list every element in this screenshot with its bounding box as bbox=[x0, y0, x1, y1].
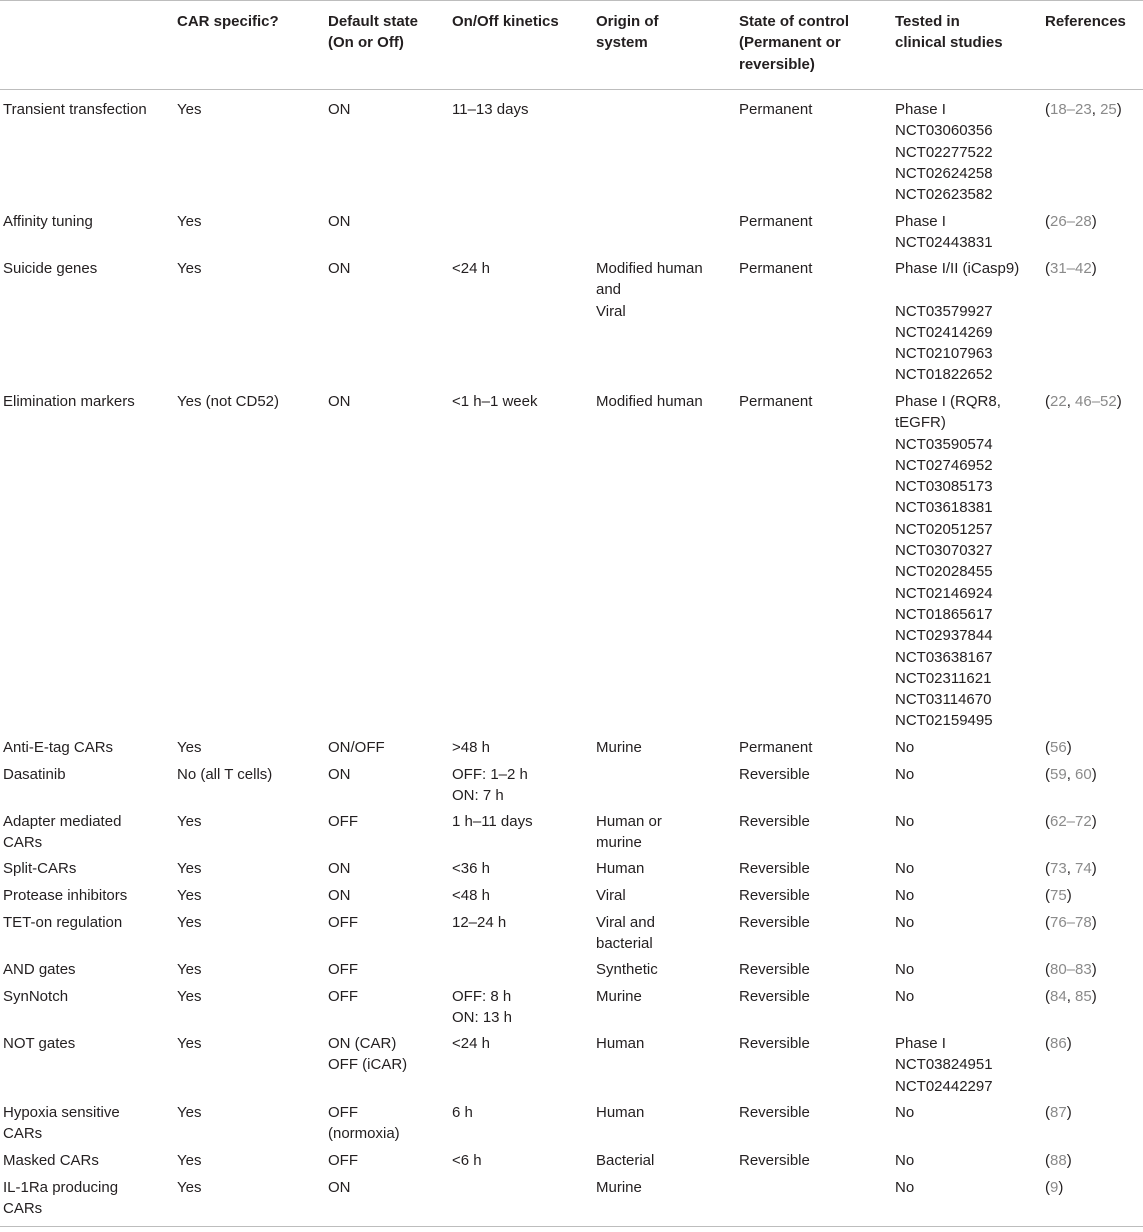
cell-control: Reversible bbox=[739, 860, 810, 877]
reference-punctuation: ) bbox=[1091, 213, 1097, 230]
cell-kinetics: 12–24 h bbox=[452, 914, 507, 931]
cell-default-state: OFF bbox=[328, 988, 358, 1005]
cell-car-specific: Yes bbox=[177, 1104, 202, 1121]
cell-control: Permanent bbox=[739, 101, 813, 118]
reference-link[interactable]: 74 bbox=[1075, 860, 1092, 877]
cell-kinetics: <1 h–1 week bbox=[452, 393, 538, 410]
cell-clinical: No bbox=[895, 914, 915, 931]
cell-default-state: OFF bbox=[328, 914, 358, 931]
cell-strategy: Dasatinib bbox=[3, 766, 66, 783]
cell-strategy: Masked CARs bbox=[3, 1152, 99, 1169]
cell-car-specific: Yes bbox=[177, 1035, 202, 1052]
cell-strategy: Split-CARs bbox=[3, 860, 77, 877]
reference-link[interactable]: 18–23 bbox=[1050, 101, 1092, 118]
cell-strategy: Hypoxia sensitive CARs bbox=[3, 1104, 120, 1143]
cell-kinetics: <48 h bbox=[452, 887, 490, 904]
reference-link[interactable]: 31–42 bbox=[1050, 260, 1092, 277]
cell-car-specific: Yes bbox=[177, 739, 202, 756]
reference-punctuation: ( bbox=[1045, 1152, 1050, 1169]
reference-punctuation: , bbox=[1066, 393, 1076, 410]
cell-clinical: No bbox=[895, 1179, 915, 1196]
reference-punctuation: ( bbox=[1045, 914, 1050, 931]
cell-clinical: No bbox=[895, 1152, 915, 1169]
reference-link[interactable]: 25 bbox=[1100, 101, 1117, 118]
reference-punctuation: ( bbox=[1045, 961, 1050, 978]
cell-clinical: No bbox=[895, 739, 915, 756]
cell-strategy: NOT gates bbox=[3, 1035, 76, 1052]
cell-references bbox=[1045, 1102, 1072, 1123]
reference-punctuation: ( bbox=[1045, 887, 1050, 904]
cell-origin: Human bbox=[596, 1035, 645, 1052]
cell-origin: Modified human and Viral bbox=[596, 260, 703, 320]
cell-origin: Murine bbox=[596, 988, 642, 1005]
cell-references bbox=[1045, 986, 1097, 1007]
reference-punctuation: , bbox=[1091, 101, 1101, 118]
reference-punctuation: ) bbox=[1091, 988, 1097, 1005]
cell-origin: Human bbox=[596, 860, 645, 877]
cell-origin: Synthetic bbox=[596, 961, 658, 978]
cell-strategy: Protease inhibitors bbox=[3, 887, 128, 904]
cell-car-specific: Yes bbox=[177, 1152, 202, 1169]
reference-link[interactable]: 59 bbox=[1050, 766, 1067, 783]
reference-link[interactable]: 9 bbox=[1050, 1179, 1059, 1196]
table-top-rule bbox=[0, 0, 1143, 1]
cell-kinetics: <24 h bbox=[452, 1035, 490, 1052]
cell-car-specific: Yes bbox=[177, 213, 202, 230]
cell-references bbox=[1045, 99, 1122, 120]
reference-punctuation: ( bbox=[1045, 860, 1050, 877]
table-bottom-rule bbox=[0, 1226, 1143, 1227]
header-control: State of control (Permanent or reversible) bbox=[739, 13, 850, 73]
reference-punctuation: ) bbox=[1116, 393, 1122, 410]
cell-car-specific: Yes bbox=[177, 260, 202, 277]
cell-origin: Viral and bacterial bbox=[596, 914, 655, 953]
reference-punctuation: ( bbox=[1045, 260, 1050, 277]
cell-kinetics: 11–13 days bbox=[452, 101, 529, 118]
cell-car-specific: Yes (not CD52) bbox=[177, 393, 279, 410]
reference-punctuation: ) bbox=[1066, 1035, 1072, 1052]
cell-control: Permanent bbox=[739, 739, 813, 756]
cell-car-specific: Yes bbox=[177, 914, 202, 931]
cell-control: Reversible bbox=[739, 988, 810, 1005]
cell-default-state: ON bbox=[328, 887, 351, 904]
reference-punctuation: ( bbox=[1045, 766, 1050, 783]
cell-car-specific: Yes bbox=[177, 101, 202, 118]
cell-references bbox=[1045, 211, 1097, 232]
cell-control: Reversible bbox=[739, 1035, 810, 1052]
reference-punctuation: ) bbox=[1066, 1152, 1072, 1169]
cell-clinical: No bbox=[895, 860, 915, 877]
cell-control: Reversible bbox=[739, 961, 810, 978]
reference-punctuation: ( bbox=[1045, 101, 1050, 118]
cell-clinical: No bbox=[895, 988, 915, 1005]
cell-references bbox=[1045, 258, 1097, 279]
cell-references bbox=[1045, 959, 1097, 980]
cell-clinical: Phase I NCT03060356 NCT02277522 NCT02624258 NCT02623582 bbox=[895, 101, 993, 204]
cell-car-specific: Yes bbox=[177, 887, 202, 904]
cell-references bbox=[1045, 885, 1072, 906]
cell-clinical: No bbox=[895, 766, 915, 783]
cell-references bbox=[1045, 764, 1097, 785]
reference-punctuation: ) bbox=[1091, 961, 1097, 978]
cell-strategy: TET-on regulation bbox=[3, 914, 123, 931]
reference-punctuation: ) bbox=[1058, 1179, 1064, 1196]
cell-strategy: Suicide genes bbox=[3, 260, 98, 277]
cell-control: Permanent bbox=[739, 393, 813, 410]
cell-strategy: AND gates bbox=[3, 961, 76, 978]
reference-link[interactable]: 62–72 bbox=[1050, 813, 1092, 830]
cell-control: Reversible bbox=[739, 887, 810, 904]
cell-references bbox=[1045, 391, 1122, 412]
header-default-state: Default state (On or Off) bbox=[328, 13, 419, 52]
cell-kinetics: OFF: 1–2 h ON: 7 h bbox=[452, 766, 528, 805]
header-rule bbox=[0, 89, 1143, 90]
cell-control: Permanent bbox=[739, 213, 813, 230]
cell-default-state: ON bbox=[328, 101, 351, 118]
cell-kinetics: >48 h bbox=[452, 739, 490, 756]
reference-punctuation: ) bbox=[1116, 101, 1122, 118]
cell-control: Reversible bbox=[739, 1104, 810, 1121]
cell-default-state: OFF bbox=[328, 961, 358, 978]
reference-link[interactable]: 88 bbox=[1050, 1152, 1067, 1169]
header-clinical: Tested in clinical studies bbox=[895, 13, 1003, 52]
reference-punctuation: ) bbox=[1091, 813, 1097, 830]
reference-link[interactable]: 73 bbox=[1050, 860, 1067, 877]
cell-kinetics: <6 h bbox=[452, 1152, 482, 1169]
cell-strategy: IL-1Ra producing CARs bbox=[3, 1179, 119, 1218]
cell-origin: Murine bbox=[596, 1179, 642, 1196]
cell-clinical: Phase I/II (iCasp9) NCT03579927 NCT02414269 NCT02107963 NCT01822652 bbox=[895, 260, 1020, 384]
reference-punctuation: ( bbox=[1045, 739, 1050, 756]
reference-punctuation: ( bbox=[1045, 988, 1050, 1005]
cell-strategy: Transient transfection bbox=[3, 101, 147, 118]
cell-default-state: OFF (normoxia) bbox=[328, 1104, 400, 1143]
cell-control: Reversible bbox=[739, 766, 810, 783]
reference-link[interactable]: 86 bbox=[1050, 1035, 1067, 1052]
cell-control: Reversible bbox=[739, 813, 810, 830]
cell-kinetics: 6 h bbox=[452, 1104, 473, 1121]
cell-clinical: No bbox=[895, 813, 915, 830]
reference-punctuation: , bbox=[1066, 860, 1076, 877]
header-origin: Origin of system bbox=[596, 13, 659, 52]
cell-car-specific: Yes bbox=[177, 813, 202, 830]
cell-clinical: No bbox=[895, 1104, 915, 1121]
cell-clinical: Phase I NCT02443831 bbox=[895, 213, 993, 252]
reference-link[interactable]: 75 bbox=[1050, 887, 1067, 904]
cell-strategy: Adapter mediated CARs bbox=[3, 813, 122, 852]
cell-references bbox=[1045, 1033, 1072, 1054]
reference-link[interactable]: 56 bbox=[1050, 739, 1067, 756]
cell-origin: Human or murine bbox=[596, 813, 662, 852]
reference-punctuation: ( bbox=[1045, 813, 1050, 830]
table-header-row bbox=[0, 11, 1143, 87]
reference-punctuation: , bbox=[1066, 988, 1076, 1005]
cell-references bbox=[1045, 912, 1097, 933]
header-kinetics: On/Off kinetics bbox=[452, 13, 559, 30]
cell-default-state: ON bbox=[328, 860, 351, 877]
cell-origin: Modified human bbox=[596, 393, 703, 410]
reference-punctuation: ( bbox=[1045, 1179, 1050, 1196]
reference-link[interactable]: 80–83 bbox=[1050, 961, 1092, 978]
cell-clinical: Phase I NCT03824951 NCT02442297 bbox=[895, 1035, 993, 1095]
reference-link[interactable]: 76–78 bbox=[1050, 914, 1092, 931]
cell-origin: Bacterial bbox=[596, 1152, 655, 1169]
cell-default-state: ON (CAR) OFF (iCAR) bbox=[328, 1035, 408, 1074]
cell-references bbox=[1045, 811, 1097, 832]
reference-link[interactable]: 46–52 bbox=[1075, 393, 1117, 410]
cell-kinetics: OFF: 8 h ON: 13 h bbox=[452, 988, 513, 1027]
cell-kinetics: <24 h bbox=[452, 260, 490, 277]
reference-punctuation: ( bbox=[1045, 393, 1050, 410]
cell-references bbox=[1045, 858, 1097, 879]
reference-link[interactable]: 84 bbox=[1050, 988, 1067, 1005]
cell-control: Reversible bbox=[739, 914, 810, 931]
cell-kinetics: 1 h–11 days bbox=[452, 813, 533, 830]
cell-default-state: ON bbox=[328, 766, 351, 783]
cell-car-specific: Yes bbox=[177, 1179, 202, 1196]
reference-punctuation: ) bbox=[1091, 260, 1097, 277]
reference-punctuation: ) bbox=[1091, 914, 1097, 931]
reference-punctuation: ) bbox=[1091, 766, 1097, 783]
reference-punctuation: ( bbox=[1045, 1035, 1050, 1052]
cell-clinical: No bbox=[895, 887, 915, 904]
cell-references bbox=[1045, 737, 1072, 758]
reference-punctuation: ) bbox=[1066, 887, 1072, 904]
cell-default-state: OFF bbox=[328, 813, 358, 830]
reference-link[interactable]: 26–28 bbox=[1050, 213, 1092, 230]
cell-references bbox=[1045, 1177, 1063, 1198]
reference-punctuation: ( bbox=[1045, 1104, 1050, 1121]
cell-car-specific: Yes bbox=[177, 860, 202, 877]
cell-clinical: No bbox=[895, 961, 915, 978]
cell-origin: Viral bbox=[596, 887, 626, 904]
cell-car-specific: No (all T cells) bbox=[177, 766, 273, 783]
reference-link[interactable]: 85 bbox=[1075, 988, 1092, 1005]
cell-kinetics: <36 h bbox=[452, 860, 490, 877]
cell-origin: Murine bbox=[596, 739, 642, 756]
cell-default-state: ON bbox=[328, 213, 351, 230]
cell-clinical: Phase I (RQR8, tEGFR) NCT03590574 NCT02746952 NCT03085173 NCT03618381 NCT02051257 NCT03070327 NCT02028455 NCT02146924 NCT01865617 NCT02937844 NCT03638167 NCT02311621 NCT03114670 NCT02159495 bbox=[895, 393, 1001, 730]
reference-punctuation: ) bbox=[1091, 860, 1097, 877]
cell-strategy: Affinity tuning bbox=[3, 213, 93, 230]
cell-strategy: Anti-E-tag CARs bbox=[3, 739, 114, 756]
cell-default-state: ON bbox=[328, 393, 351, 410]
cell-car-specific: Yes bbox=[177, 961, 202, 978]
reference-link[interactable]: 22 bbox=[1050, 393, 1067, 410]
reference-punctuation: ) bbox=[1066, 1104, 1072, 1121]
cell-strategy: Elimination markers bbox=[3, 393, 135, 410]
cell-origin: Human bbox=[596, 1104, 645, 1121]
cell-control: Reversible bbox=[739, 1152, 810, 1169]
cell-references bbox=[1045, 1150, 1072, 1171]
cell-default-state: ON/OFF bbox=[328, 739, 385, 756]
reference-punctuation: ( bbox=[1045, 213, 1050, 230]
cell-car-specific: Yes bbox=[177, 988, 202, 1005]
reference-punctuation: ) bbox=[1066, 739, 1072, 756]
reference-link[interactable]: 60 bbox=[1075, 766, 1092, 783]
cell-control: Permanent bbox=[739, 260, 813, 277]
cell-strategy: SynNotch bbox=[3, 988, 69, 1005]
header-references: References bbox=[1045, 13, 1126, 30]
cell-default-state: ON bbox=[328, 1179, 351, 1196]
reference-punctuation: , bbox=[1066, 766, 1076, 783]
cell-default-state: ON bbox=[328, 260, 351, 277]
reference-link[interactable]: 87 bbox=[1050, 1104, 1067, 1121]
cell-default-state: OFF bbox=[328, 1152, 358, 1169]
header-car-specific: CAR specific? bbox=[177, 13, 279, 30]
